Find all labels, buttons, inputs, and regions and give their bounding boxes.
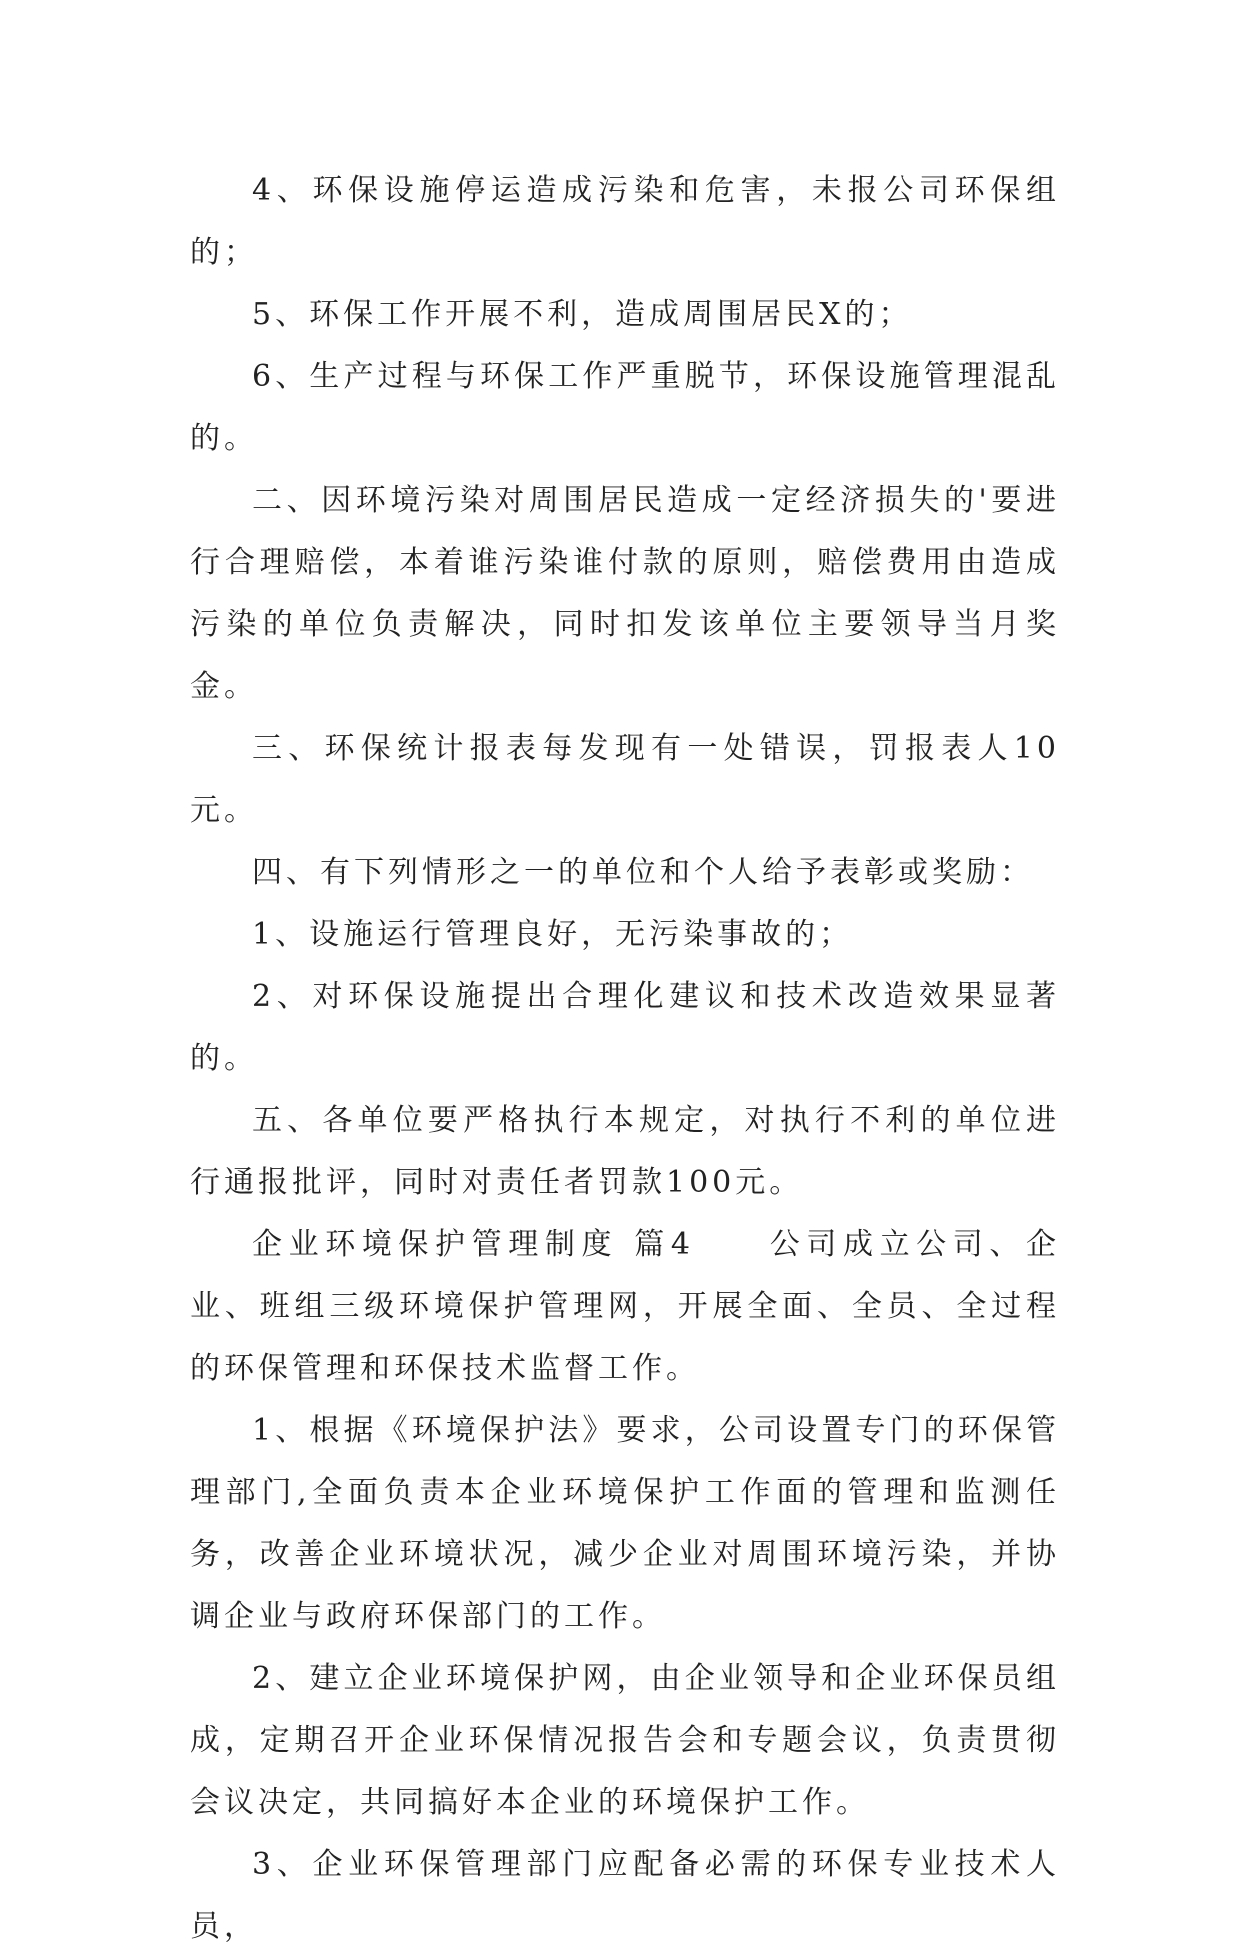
paragraph: 企业环境保护管理制度 篇4 公司成立公司、企业、班组三级环境保护管理网，开展全面、全员、全过程的环保管理和环保技术监督工作。: [190, 1227, 1060, 1386]
paragraph: 2、对环保设施提出合理化建议和技术改造效果显著的。: [190, 979, 1060, 1076]
paragraph: 二、因环境污染对周围居民造成一定经济损失的'要进行合理赔偿，本着谁污染谁付款的原则，赔偿费用由造成污染的单位负责解决，同时扣发该单位主要领导当月奖金。: [190, 483, 1060, 704]
paragraph: 6、生产过程与环保工作严重脱节，环保设施管理混乱的。: [190, 359, 1060, 456]
document-body: [190, 160, 1060, 1958]
paragraph: 1、根据《环境保护法》要求，公司设置专门的环保管理部门,全面负责本企业环境保护工作面的管理和监测任务，改善企业环境状况，减少企业对周围环境污染，并协调企业与政府环保部门的工作。: [190, 1413, 1060, 1634]
paragraph: 4、环保设施停运造成污染和危害，未报公司环保组的；: [190, 173, 1060, 270]
paragraph: 3、企业环保管理部门应配备必需的环保专业技术人员，: [190, 1847, 1060, 1944]
paragraph: 1、设施运行管理良好，无污染事故的；: [252, 917, 854, 952]
paragraph: 5、环保工作开展不利，造成周围居民X的；: [252, 297, 913, 332]
paragraph: 2、建立企业环境保护网，由企业领导和企业环保员组成，定期召开企业环保情况报告会和专题会议，负责贯彻会议决定，共同搞好本企业的环境保护工作。: [190, 1661, 1060, 1820]
paragraph: 三、环保统计报表每发现有一处错误，罚报表人10元。: [190, 731, 1060, 828]
paragraph: 五、各单位要严格执行本规定，对执行不利的单位进行通报批评，同时对责任者罚款100元。: [190, 1103, 1060, 1200]
paragraph: 四、有下列情形之一的单位和个人给予表彰或奖励：: [252, 855, 1034, 890]
